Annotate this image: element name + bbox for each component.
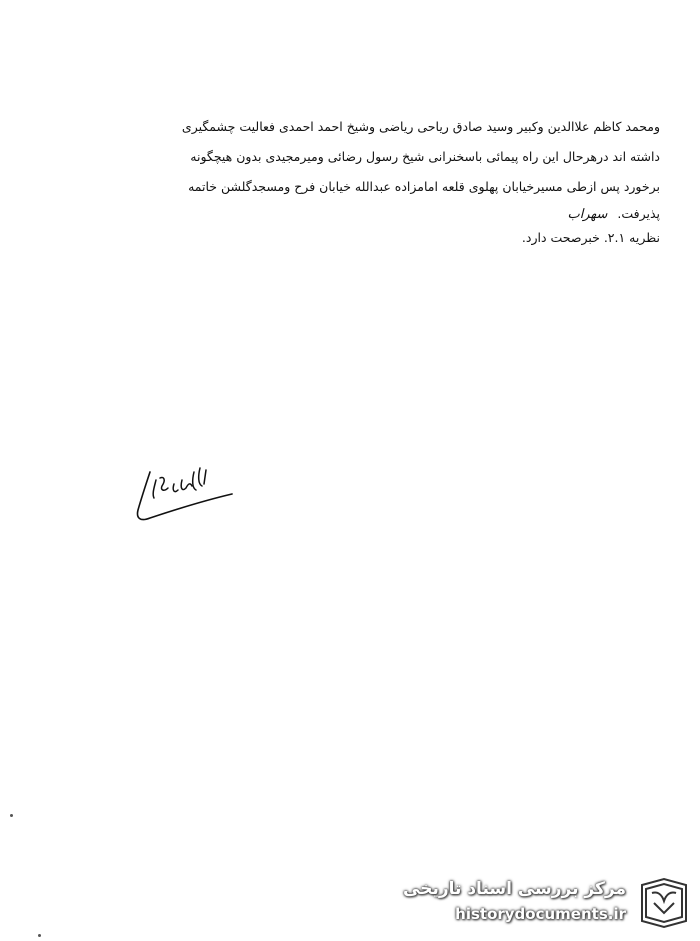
handwritten-signature	[128, 458, 238, 528]
margin-dot	[38, 934, 41, 937]
report-line-3: برخورد پس ازطی مسیرخیابان پهلوی قلعه امامزاده عبدالله خیابان فرح ومسجدگلشن خاتمه	[188, 179, 660, 194]
report-body	[40, 112, 660, 250]
report-line-4	[40, 202, 660, 226]
watermark-name: مرکز بررسی اسناد تاریخی	[403, 879, 626, 899]
report-line-4-text: پذیرفت.	[617, 206, 660, 221]
book-folder-icon	[636, 873, 692, 929]
watermark-url: historydocuments.ir	[455, 905, 626, 923]
assessment-line: نظریه ۲.۱. خبرصحت دارد.	[521, 230, 660, 245]
inline-signature: سهراب	[567, 207, 608, 222]
margin-dot	[10, 814, 13, 817]
report-line-2: داشته اند درهرحال این راه پیمائی باسخنرانی شیخ رسول رضائی ومیرمجیدی بدون هیچگونه	[190, 149, 660, 164]
watermark	[403, 873, 692, 933]
report-line-1: ومحمد کاظم علاالدین وکبیر وسید صادق ریاحی ریاضی وشیخ احمد احمدی فعالیت چشمگیری	[181, 119, 660, 134]
